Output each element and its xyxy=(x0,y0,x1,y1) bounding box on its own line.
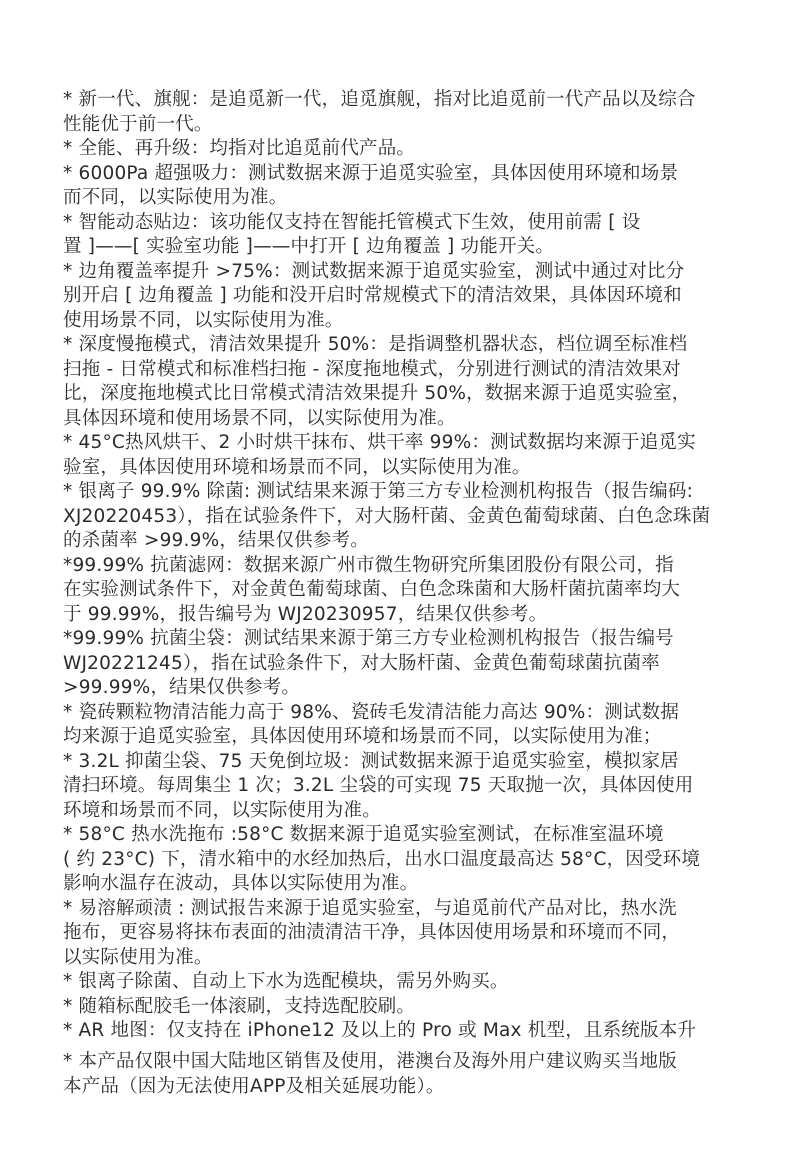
disclaimer-note-line: * 3.2L 抑菌尘袋、75 天免倒垃圾：测试数据来源于追觅实验室，模拟家居 xyxy=(63,750,679,772)
region-restriction-note xyxy=(63,1050,763,1099)
disclaimer-note-line: * 随箱标配胶毛一体滚刷，支持选配胶刷。 xyxy=(63,995,416,1017)
disclaimer-note-line: 具体因环境和使用场景不同，以实际使用为准。 xyxy=(63,407,456,429)
disclaimer-note xyxy=(63,554,743,628)
disclaimer-note-line: 验室，具体因使用环境和场景而不同，以实际使用为准。 xyxy=(63,456,531,478)
disclaimer-note xyxy=(63,333,743,431)
disclaimer-note xyxy=(63,431,743,480)
disclaimer-note-line: 置 ]——[ 实验室功能 ]——中打开 [ 边角覆盖 ] 功能开关。 xyxy=(63,236,555,257)
disclaimer-note-line: 以实际使用为准。 xyxy=(63,946,213,968)
disclaimer-note-line: 扫拖 - 日常模式和标准档扫拖 - 深度拖地模式，分别进行测试的清洁效果对 xyxy=(63,358,681,380)
disclaimer-notes-list xyxy=(63,88,743,1044)
disclaimer-note-line: * 深度慢拖模式，清洁效果提升 50%：是指调整机器状态，档位调至标准档 xyxy=(63,334,688,355)
disclaimer-note-line: XJ20220453），指在试验条件下，对大肠杆菌、金黄色葡萄球菌、白色念珠菌 xyxy=(63,505,711,527)
disclaimer-note xyxy=(63,970,743,995)
disclaimer-note-line: * 45°C热风烘干、2 小时烘干抹布、烘干率 99%：测试数据均来源于追觅实 xyxy=(63,432,696,453)
disclaimer-note xyxy=(63,137,743,162)
disclaimer-note-line: >99.99%，结果仅供参考。 xyxy=(63,677,301,698)
disclaimer-note xyxy=(63,88,743,137)
disclaimer-note-line: WJ20221245），指在试验条件下，对大肠杆菌、金黄色葡萄球菌抗菌率 xyxy=(63,652,660,674)
disclaimer-note-line: * 新一代、旗舰：是追觅新一代，追觅旗舰，指对比追觅前一代产品以及综合 xyxy=(63,89,696,110)
disclaimer-note xyxy=(63,162,743,211)
region-restriction-note-line: 本产品（因为无法使用APP及相关延展功能）。 xyxy=(63,1075,445,1097)
disclaimer-note xyxy=(63,627,743,701)
disclaimer-note-line: * 瓷砖颗粒物清洁能力高于 98%、瓷砖毛发清洁能力高达 90%：测试数据 xyxy=(63,701,680,723)
disclaimer-note xyxy=(63,480,743,554)
disclaimer-note-line: 均来源于追觅实验室，具体因使用环境和场景而不同，以实际使用为准； xyxy=(63,726,662,747)
disclaimer-note xyxy=(63,823,743,897)
disclaimer-note-line: 环境和场景而不同，以实际使用为准。 xyxy=(63,799,381,821)
disclaimer-note-line: 而不同，以实际使用为准。 xyxy=(63,187,288,208)
disclaimer-note-line: 在实验测试条件下，对金黄色葡萄球菌、白色念珠菌和大肠杆菌抗菌率均大 xyxy=(63,579,681,600)
disclaimer-note-line: 使用场景不同，以实际使用为准。 xyxy=(63,309,344,331)
disclaimer-note-line: 于 99.99%，报告编号为 WJ20230957，结果仅供参考。 xyxy=(63,603,548,625)
disclaimer-note xyxy=(63,1019,743,1044)
disclaimer-note-line: *99.99% 抗菌滤网：数据来源广州市微生物研究所集团股份有限公司，指 xyxy=(63,554,674,576)
disclaimer-note-line: 的杀菌率 >99.9%，结果仅供参考。 xyxy=(63,530,369,551)
disclaimer-note-line: * 58°C 热水洗拖布 :58°C 数据来源于追觅实验室测试，在标准室温环境 xyxy=(63,824,664,845)
disclaimer-note-line: * 全能、再升级：均指对比追觅前代产品。 xyxy=(63,138,416,159)
disclaimer-note-line: * 银离子除菌、自动上下水为选配模块，需另外购买。 xyxy=(63,971,509,992)
region-restriction-note-line: * 本产品仅限中国大陆地区销售及使用，港澳台及海外用户建议购买当地版 xyxy=(63,1051,677,1072)
disclaimer-note-line: 性能优于前一代。 xyxy=(63,113,213,135)
disclaimer-note-line: 拖布，更容易将抹布表面的油渍清洁干净，具体因使用场景和环境而不同， xyxy=(63,922,681,943)
disclaimer-note-line: * 智能动态贴边：该功能仅支持在智能托管模式下生效，使用前需 [ 设 xyxy=(63,211,641,233)
disclaimer-note-line: ( 约 23°C) 下，清水箱中的水经加热后，出水口温度最高达 58°C，因受环境 xyxy=(63,848,701,870)
disclaimer-note-line: 影响水温存在波动，具体以实际使用为准。 xyxy=(63,873,419,894)
disclaimer-note-line: *99.99% 抗菌尘袋：测试结果来源于第三方专业检测机构报告（报告编号 xyxy=(63,628,674,649)
disclaimer-note xyxy=(63,701,743,750)
disclaimer-note-line: * 边角覆盖率提升 >75%：测试数据来源于追觅实验室，测试中通过对比分 xyxy=(63,260,685,282)
disclaimer-note-line: * AR 地图：仅支持在 iPhone12 及以上的 Pro 或 Max 机型，且系统版本升 xyxy=(63,1020,697,1041)
disclaimer-note-line: 比，深度拖地模式比日常模式清洁效果提升 50%，数据来源于追觅实验室， xyxy=(63,383,691,404)
disclaimer-note-line: * 6000Pa 超强吸力：测试数据来源于追觅实验室，具体因使用环境和场景 xyxy=(63,162,679,184)
disclaimer-note-line: 清扫环境。每周集尘 1 次；3.2L 尘袋的可实现 75 天取抛一次，具体因使用 xyxy=(63,775,694,796)
disclaimer-note xyxy=(63,211,743,260)
disclaimer-note xyxy=(63,750,743,824)
disclaimer-note-line: * 银离子 99.9% 除菌: 测试结果来源于第三方专业检测机构报告（报告编码: xyxy=(63,481,694,502)
disclaimer-note xyxy=(63,897,743,971)
disclaimer-note xyxy=(63,995,743,1020)
disclaimer-note xyxy=(63,260,743,334)
disclaimer-note-line: 别开启 [ 边角覆盖 ] 功能和没开启时常规模式下的清洁效果，具体因环境和 xyxy=(63,285,682,306)
disclaimer-note-line: * 易溶解顽渍 : 测试报告来源于追觅实验室，与追觅前代产品对比，热水洗 xyxy=(63,897,677,919)
